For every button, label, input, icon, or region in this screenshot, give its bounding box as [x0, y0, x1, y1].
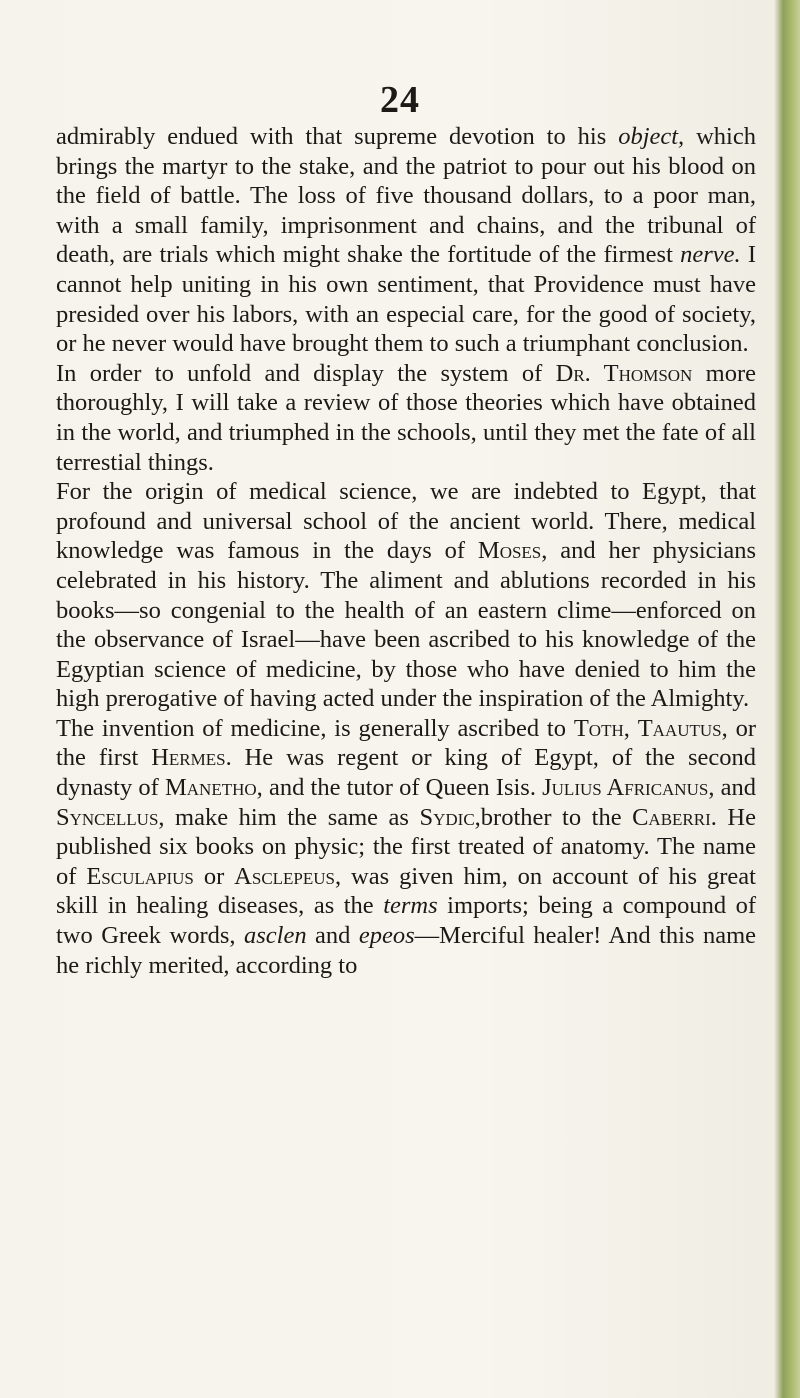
text-segment: Julius Africanus	[542, 774, 709, 802]
text-segment: or	[193, 862, 235, 890]
text-segment: ,	[623, 714, 638, 742]
text-segment: Toth	[573, 714, 624, 742]
text-segment: and	[306, 922, 359, 950]
text-segment: For the origin of medical science, we are indebted to Egypt, that profound and universal school of the ancient world. There, medical knowledge was famous in the days of	[56, 478, 756, 565]
text-segment: asclen	[243, 922, 307, 950]
paragraph-2	[56, 359, 756, 477]
text-segment: object,	[618, 123, 685, 150]
text-segment: , or the first	[56, 714, 756, 772]
text-segment: , was given him, on account of his great skill in healing diseases, as the	[56, 862, 756, 920]
text-segment: imports; being a compound of two Greek words,	[56, 892, 756, 950]
text-segment: I cannot help uniting in his own sentiment, that Providence must have presided over his labors, with an especial care, for the good of society, or he never would have brought them to such a triumphant conclusion.	[56, 241, 756, 358]
paragraph-4	[56, 714, 756, 980]
text-segment: terms	[383, 892, 438, 920]
text-segment: , make him the same as	[158, 803, 420, 831]
text-segment: —Merciful healer! And this name he richly merited, according to	[56, 922, 756, 979]
text-segment: , and the tutor of Queen Isis.	[256, 774, 543, 802]
text-segment: ,brother to the	[474, 803, 633, 831]
text-segment: In order to unfold and display the system of	[56, 359, 556, 387]
text-segment: Asclepeus	[234, 862, 335, 890]
text-segment: Sydic	[419, 803, 475, 831]
paragraph-1	[56, 122, 756, 359]
text-segment: Dr. Thomson	[555, 359, 693, 387]
text-segment: Caberri	[632, 803, 711, 831]
text-segment: , and her physicians celebrated in his history. The aliment and ablutions recorded in his books—so congenial to the health of an eastern clime—enforced on the observance of Israel—have been ascribed to his knowledge of the Egyptian science of medicine, by those who have denied to him the high prerogative of having acted under the inspiration of the Almighty.	[56, 537, 756, 713]
paragraph-3	[56, 477, 756, 714]
text-segment: admirably endued with that supreme devotion to his	[56, 123, 619, 150]
text-segment: Hermes	[151, 744, 226, 772]
text-segment: . He published six books on physic; the first treated of anatomy. The name of	[56, 803, 756, 890]
text-segment: Manetho	[164, 774, 257, 802]
text-segment: Moses	[477, 537, 542, 565]
text-segment: which brings the martyr to the stake, and the patriot to pour out his blood on the field of battle. The loss of five thousand dollars, to a poor man, with a small family, imprisonment and chains, and the tribunal of death, are trials which might shake the fortitude of the firmest	[56, 123, 756, 269]
text-segment: . He was regent or king of Egypt, of the second dynasty of	[56, 744, 756, 802]
body-text	[56, 122, 756, 980]
text-segment: nerve.	[680, 241, 741, 269]
text-segment: Syncellus	[56, 803, 159, 831]
text-segment: Taautus	[637, 714, 722, 742]
text-segment: Esculapius	[86, 862, 194, 890]
text-segment: more thoroughly, I will take a review of those theories which have obtained in the world, and triumphed in the schools, until they met the fate of all terrestial things.	[56, 359, 756, 476]
text-segment: , and	[708, 774, 756, 802]
page-number: 24	[380, 79, 420, 121]
text-segment: epeos	[358, 922, 415, 950]
page-edge	[774, 0, 800, 1398]
text-segment: The invention of medicine, is generally ascribed to	[56, 714, 574, 742]
